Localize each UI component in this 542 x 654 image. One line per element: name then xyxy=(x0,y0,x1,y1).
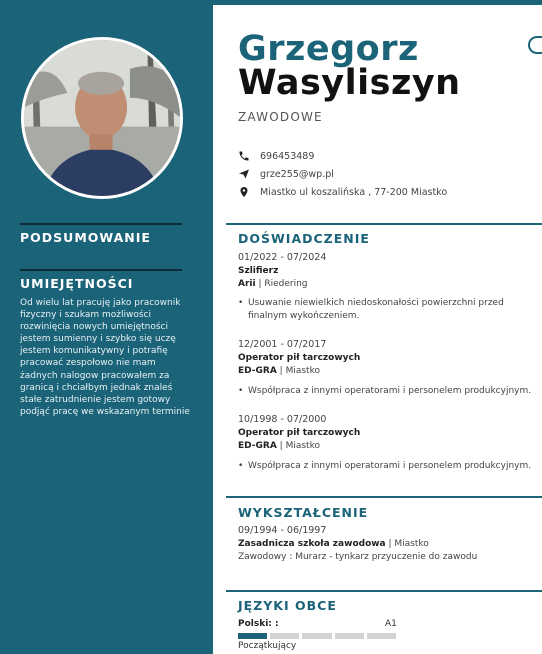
phone-number[interactable]: 696453489 xyxy=(260,150,315,162)
first-name: Grzegorz xyxy=(238,29,419,69)
last-name: Wasyliszyn xyxy=(238,63,461,103)
map-pin-icon xyxy=(238,186,252,198)
education-heading: WYKSZTAŁCENIE xyxy=(238,505,369,520)
job-company xyxy=(238,441,320,451)
job-company xyxy=(238,366,320,376)
language-level-caption: Początkujący xyxy=(238,641,297,651)
job-title: Operator pił tarczowych xyxy=(238,353,361,363)
school-name: Zasadnicza szkoła zawodowa xyxy=(238,539,386,549)
job-bullet-text: Współpraca z innymi operatorami i personelem produkcyjnym. xyxy=(248,461,532,471)
job-title: Szlifierz xyxy=(238,266,279,276)
company-location: | Miastko xyxy=(276,441,320,451)
company-location: | Miastko xyxy=(276,366,320,376)
contact-phone xyxy=(238,150,314,162)
experience-heading: DOŚWIADCZENIE xyxy=(238,231,370,246)
email-address[interactable]: grze255@wp.pl xyxy=(260,168,334,180)
profile-photo xyxy=(21,37,183,199)
section-rule xyxy=(226,223,542,225)
language-level-segment xyxy=(367,633,396,639)
school-location: | Miastko xyxy=(385,539,429,549)
sidebar-rule xyxy=(20,269,182,271)
top-stripe xyxy=(213,0,542,5)
company-name: ED-GRA xyxy=(238,366,277,376)
company-location: | Riedering xyxy=(255,279,308,289)
section-rule xyxy=(226,496,542,498)
skills-text: Od wielu lat pracuję jako pracownik fizyczny i szukam możliwości rozwinięcia nowych umiejętności jestem sumienny i szybko się uczę jestem komunikatywny i potrafię pracować zespołowo nie mam żadnych nalogow pracowałem za granicą i chciałbym jednak znaleś stałe zatrudnienie jestem gotowy podjąć pracę we wskazanym terminie xyxy=(20,298,190,417)
job-bullet: • Usuwanie niewielkich niedoskonałości powierzchni przed finalnym wykończeniem. xyxy=(238,297,534,323)
section-rule xyxy=(226,590,542,592)
languages-heading: JĘZYKI OBCE xyxy=(238,598,337,613)
contact-email xyxy=(238,168,334,180)
job-dates: 12/2001 - 07/2017 xyxy=(238,339,327,350)
contact-address xyxy=(238,186,447,198)
address-text: Miastko ul koszalińska , 77-200 Miastko xyxy=(260,186,448,198)
language-level-segment xyxy=(238,633,267,639)
skills-heading: UMIEJĘTNOŚCI xyxy=(20,276,134,291)
language-level: A1 xyxy=(385,619,397,629)
job-bullet: • Współpraca z innymi operatorami i personelem produkcyjnym. xyxy=(238,386,532,396)
education-description: Zawodowy : Murarz - tynkarz przyuczenie do zawodu xyxy=(238,552,478,562)
job-dates: 01/2022 - 07/2024 xyxy=(238,252,327,263)
professional-title: ZAWODOWE xyxy=(238,110,323,124)
language-level-segment xyxy=(335,633,364,639)
job-company xyxy=(238,279,308,289)
sidebar-rule xyxy=(20,223,182,225)
summary-heading: PODSUMOWANIE xyxy=(20,230,151,245)
language-level-segment xyxy=(270,633,299,639)
language-name: Polski: : xyxy=(238,619,279,629)
job-bullet-text: Współpraca z innymi operatorami i personelem produkcyjnym. xyxy=(248,386,532,396)
language-level-bar xyxy=(238,633,396,639)
education-dates: 09/1994 - 06/1997 xyxy=(238,525,327,536)
language-level-segment xyxy=(302,633,331,639)
job-bullet-text: Usuwanie niewielkich niedoskonałości powierzchni przed finalnym wykończeniem. xyxy=(248,298,504,321)
decorative-mark xyxy=(528,36,542,54)
job-bullet: • Współpraca z innymi operatorami i personelem produkcyjnym. xyxy=(238,461,532,471)
phone-icon xyxy=(238,150,252,162)
company-name: Arii xyxy=(238,279,256,289)
job-title: Operator pił tarczowych xyxy=(238,428,361,438)
job-dates: 10/1998 - 07/2000 xyxy=(238,414,327,425)
education-school xyxy=(238,539,429,549)
send-icon xyxy=(238,168,252,180)
company-name: ED-GRA xyxy=(238,441,277,451)
